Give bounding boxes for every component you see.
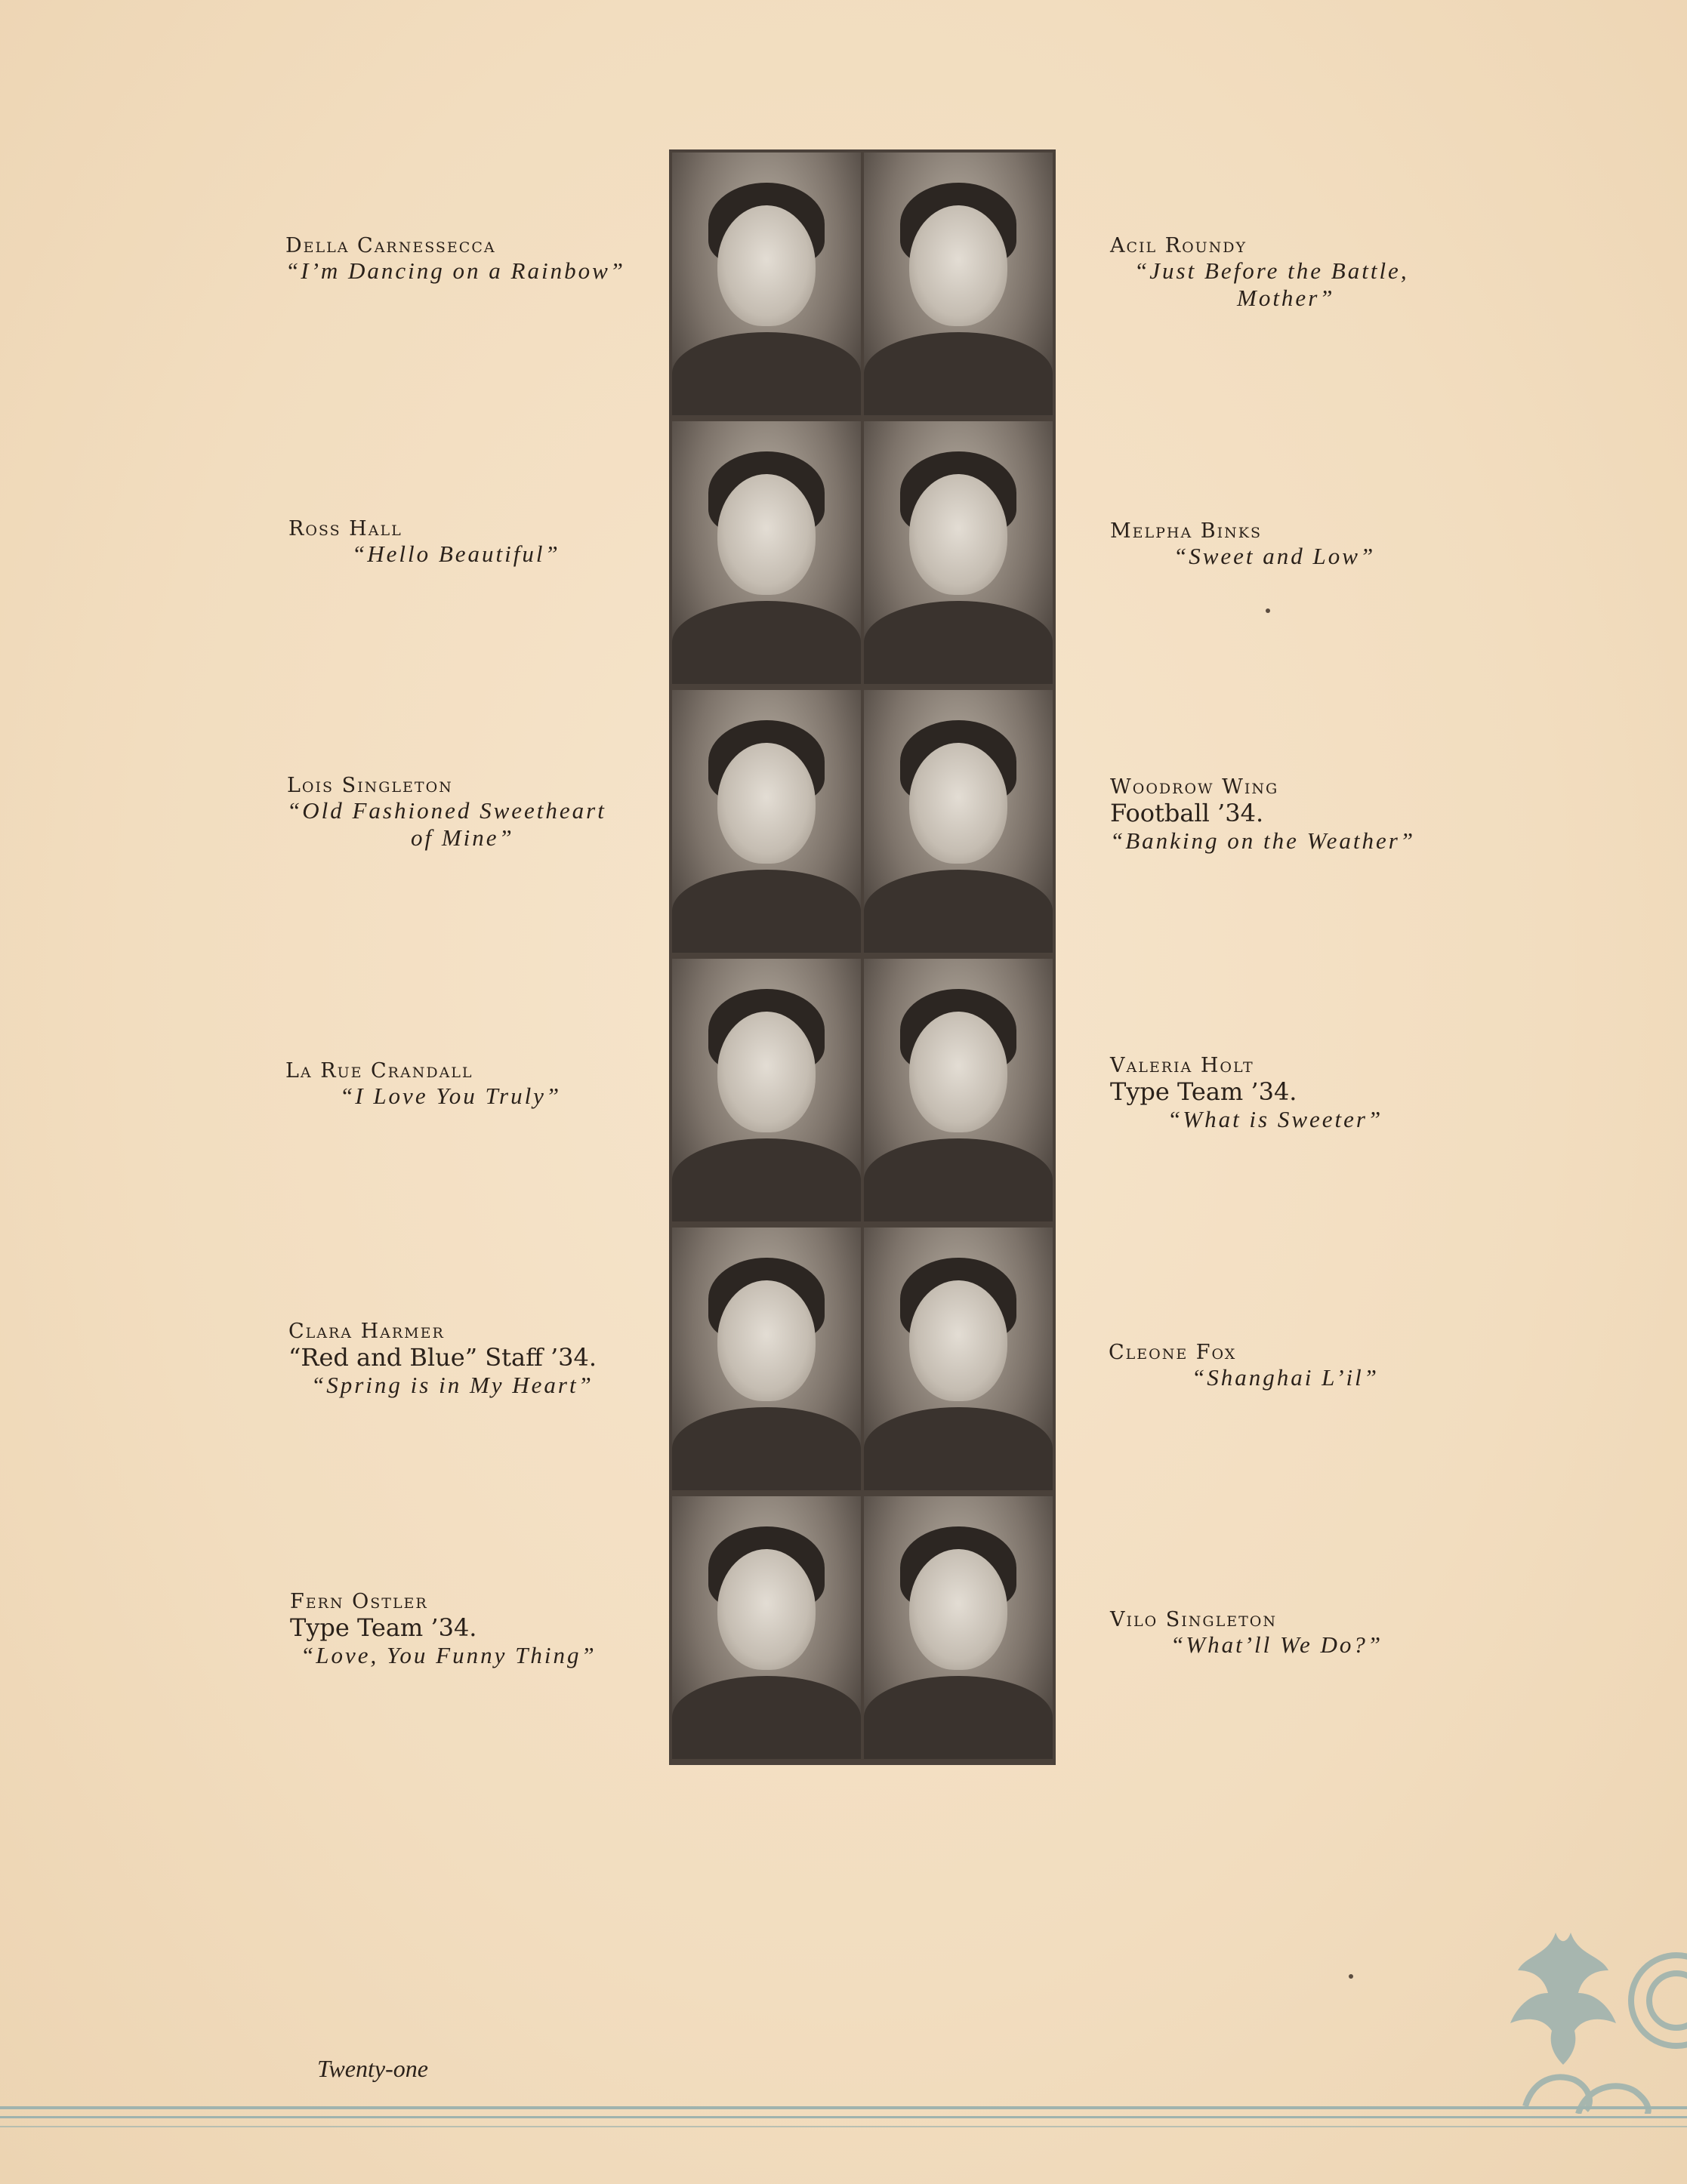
portrait-photo [864, 959, 1053, 1221]
student-entry [290, 1590, 597, 1669]
student-name: Clara Harmer [288, 1320, 445, 1343]
student-quote-continued: of Mine” [411, 824, 514, 851]
portrait-photo [672, 1228, 861, 1490]
student-entry [287, 774, 606, 852]
portrait-photo [672, 421, 861, 684]
student-quote: “What is Sweeter” [1167, 1106, 1383, 1132]
student-quote: “Old Fashioned Sweetheart [287, 797, 606, 824]
student-quote-continued: Mother” [1237, 285, 1335, 311]
portrait-photo [672, 1496, 861, 1759]
portrait-photo [864, 1228, 1053, 1490]
student-quote: “Love, You Funny Thing” [301, 1642, 597, 1668]
student-name: Valeria Holt [1110, 1054, 1254, 1077]
student-name: Cleone Fox [1109, 1341, 1237, 1364]
portrait-grid [669, 149, 1056, 1765]
bottom-rule [0, 2126, 1687, 2127]
portrait-photo [864, 690, 1053, 953]
student-quote: “Sweet and Low” [1173, 543, 1376, 569]
student-activity: Type Team ’34. [1110, 1077, 1297, 1106]
student-name: Melpha Binks [1110, 519, 1262, 543]
ink-speck [1266, 608, 1270, 613]
fleur-ornament-icon [1503, 1918, 1687, 2114]
student-name: Woodrow Wing [1110, 775, 1279, 799]
student-entry [288, 1320, 597, 1399]
student-entry [1110, 234, 1409, 312]
student-quote: “Hello Beautiful” [352, 541, 560, 567]
student-name: Ross Hall [288, 517, 402, 541]
bottom-rule [0, 2116, 1687, 2118]
student-quote: “I Love You Truly” [340, 1083, 562, 1109]
student-quote: “Banking on the Weather” [1110, 827, 1416, 854]
student-activity: Football ’34. [1110, 799, 1264, 827]
portrait-photo [672, 690, 861, 953]
student-activity: Type Team ’34. [290, 1613, 477, 1642]
ink-speck [1349, 1974, 1353, 1979]
student-entry [285, 234, 625, 285]
student-quote: “What’ll We Do?” [1170, 1631, 1383, 1658]
student-activity: “Red and Blue” Staff ’34. [288, 1343, 597, 1372]
student-entry [288, 517, 560, 568]
student-quote: “I’m Dancing on a Rainbow” [285, 257, 625, 284]
student-name: Della Carnessecca [285, 234, 496, 257]
student-name: Fern Ostler [290, 1590, 428, 1613]
portrait-photo [864, 152, 1053, 415]
student-name: La Rue Crandall [285, 1059, 473, 1083]
student-name: Lois Singleton [287, 774, 453, 797]
student-quote: “Shanghai L’il” [1192, 1364, 1379, 1391]
student-entry [1110, 1608, 1383, 1659]
student-quote: “Spring is in My Heart” [311, 1372, 594, 1398]
student-entry [285, 1059, 561, 1110]
student-name: Vilo Singleton [1110, 1608, 1277, 1631]
portrait-photo [672, 152, 861, 415]
portrait-photo [864, 1496, 1053, 1759]
portrait-photo [672, 959, 861, 1221]
student-entry [1110, 1054, 1383, 1133]
page-number: Twenty-one [317, 2055, 428, 2082]
bottom-rule [0, 2106, 1687, 2109]
student-entry [1110, 775, 1415, 855]
student-entry [1110, 519, 1375, 570]
student-entry [1109, 1341, 1379, 1391]
student-quote: “Just Before the Battle, [1134, 257, 1409, 284]
student-name: Acil Roundy [1110, 234, 1248, 257]
portrait-photo [864, 421, 1053, 684]
